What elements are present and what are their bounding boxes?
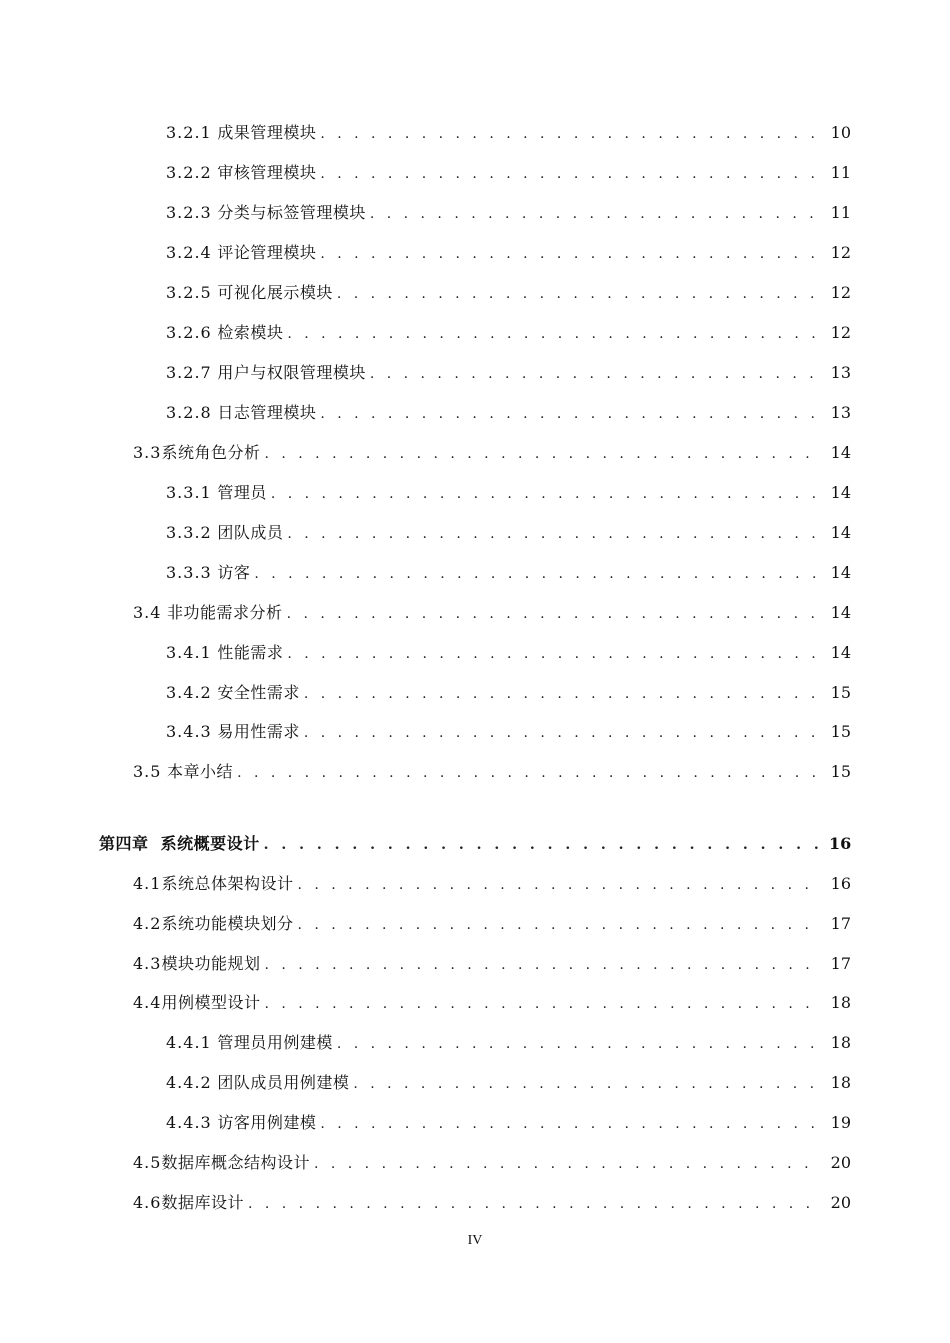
toc-leader-dots [264,994,821,1014]
toc-entry-page: 18 [830,1033,851,1052]
toc-leader-dots [264,444,821,464]
toc-entry-title: 性能需求 [217,643,284,662]
toc-entry-page: 12 [830,283,851,302]
toc-entry-page: 11 [830,203,851,222]
toc-entry-page: 15 [830,762,851,781]
toc-entry-title: 易用性需求 [217,722,300,741]
toc-entry-3-3-2[interactable] [166,523,851,544]
toc-leader-dots [287,644,821,664]
toc-entry-3-2-3[interactable] [166,203,851,224]
toc-entry-title: 访客 [217,563,251,582]
toc-entry-number: 3.4.1 [166,643,212,662]
toc-entry-page: 14 [830,603,851,622]
toc-leader-dots [297,875,821,895]
toc-leader-dots [320,124,821,144]
toc-entry-page: 11 [830,163,851,182]
toc-entry-page: 14 [830,563,851,582]
toc-entry-number: 4.2 [133,914,162,933]
toc-entry-number: 4.4.3 [166,1113,212,1132]
toc-entry-title: 安全性需求 [217,683,300,702]
toc-entry-page: 12 [830,243,851,262]
toc-entry-3-3[interactable] [133,443,851,464]
toc-entry-page: 19 [830,1113,851,1132]
toc-entry-number: 3.4 [133,603,162,622]
toc-entry-title: 系统总体架构设计 [161,874,294,893]
toc-leader-dots [297,915,821,935]
toc-entry-number: 3.5 [133,762,162,781]
toc-entry-number: 3.2.4 [166,243,212,262]
toc-entry-3-2-6[interactable] [166,323,851,344]
toc-leader-dots [271,484,821,504]
toc-entry-3-2-7[interactable] [166,363,851,384]
toc-entry-page: 14 [830,643,851,662]
toc-entry-3-4-3[interactable] [166,722,851,743]
toc-entry-number: 4.1 [133,874,162,893]
toc-entry-number: 3.4.3 [166,722,212,741]
toc-entry-title: 日志管理模块 [217,403,317,422]
toc-entry-3-2-2[interactable] [166,163,851,184]
toc-entry-4-2[interactable] [133,914,851,935]
toc-entry-number: 3.3.1 [166,483,212,502]
toc-entry-page: 15 [830,722,851,741]
toc-entry-title: 模块功能规划 [161,954,261,973]
toc-leader-dots [287,324,821,344]
toc-entry-number: 4.4 [133,993,162,1012]
toc-entry-3-4[interactable] [133,603,851,624]
toc-entry-number: 3.2.2 [166,163,212,182]
toc-entry-title: 团队成员 [217,523,284,542]
toc-leader-dots [337,284,821,304]
toc-entry-number: 3.2.6 [166,323,212,342]
toc-leader-dots [237,763,821,783]
toc-leader-dots [370,364,821,384]
toc-entry-number: 3.2.7 [166,363,212,382]
toc-entry-4-6[interactable] [133,1193,851,1214]
toc-leader-dots [304,684,821,704]
toc-entry-title: 非功能需求分析 [167,603,283,622]
toc-entry-title: 审核管理模块 [217,163,317,182]
toc-entry-title: 分类与标签管理模块 [217,203,366,222]
toc-entry-3-4-2[interactable] [166,683,851,704]
toc-entry-number: 4.4.2 [166,1073,212,1092]
toc-entry-title: 本章小结 [167,762,234,781]
toc-entry-3-2-1[interactable] [166,123,851,144]
toc-entry-title: 数据库设计 [161,1193,244,1212]
toc-entry-page: 15 [830,683,851,702]
toc-entry-3-3-1[interactable] [166,483,851,504]
toc-entry-page: 12 [830,323,851,342]
toc-leader-dots [370,204,821,224]
toc-leader-dots [337,1034,821,1054]
toc-entry-page: 17 [830,954,851,973]
toc-entry-title: 用例模型设计 [161,993,261,1012]
toc-entry-4-4-2[interactable] [166,1073,851,1094]
toc-leader-dots [248,1194,821,1214]
toc-leader-dots [320,244,821,264]
toc-entry-3-2-8[interactable] [166,403,851,424]
toc-entry-title: 管理员 [217,483,267,502]
toc-entry-number: 4.3 [133,954,162,973]
toc-entry-page: 10 [830,123,851,142]
toc-entry-title: 系统角色分析 [161,443,261,462]
toc-entry-number: 4.6 [133,1193,162,1212]
toc-leader-dots [320,164,821,184]
toc-entry-number: 3.2.8 [166,403,212,422]
toc-entry-title: 系统概要设计 [160,834,260,853]
toc-entry-title: 用户与权限管理模块 [217,363,366,382]
toc-entry-page: 18 [830,993,851,1012]
toc-entry-title: 评论管理模块 [217,243,317,262]
toc-entry-4-1[interactable] [133,874,851,895]
toc-entry-number: 4.5 [133,1153,162,1172]
toc-entry-3-2-4[interactable] [166,243,851,264]
toc-entry-page: 18 [830,1073,851,1092]
toc-entry-page: 20 [830,1153,851,1172]
toc-entry-3-2-5[interactable] [166,283,851,304]
toc-entry-number: 3.3 [133,443,162,462]
toc-entry-page: 16 [830,874,851,893]
toc-leader-dots [264,835,821,855]
toc-entry-4-4-1[interactable] [166,1033,851,1054]
toc-entry-title: 系统功能模块划分 [161,914,294,933]
toc-entry-number: 第四章 [99,834,149,853]
toc-entry-title: 成果管理模块 [217,123,317,142]
toc-entry-number: 3.3.2 [166,523,212,542]
toc-entry-3-4-1[interactable] [166,643,851,664]
toc-leader-dots [287,524,821,544]
toc-entry-3-5[interactable] [133,762,851,783]
toc-leader-dots [304,723,821,743]
page-number-footer: IV [467,1233,483,1248]
toc-entry-number: 3.3.3 [166,563,212,582]
toc-entry-page: 17 [830,914,851,933]
toc-leader-dots [254,564,821,584]
toc-entry-number: 3.2.5 [166,283,212,302]
toc-entry-number: 3.2.1 [166,123,212,142]
toc-entry-page: 14 [830,523,851,542]
toc-entry-number: 3.4.2 [166,683,212,702]
toc-leader-dots [353,1074,821,1094]
toc-entry-title: 可视化展示模块 [217,283,333,302]
toc-leader-dots [314,1154,821,1174]
toc-entry-page: 14 [830,443,851,462]
toc-entry-chapter-4[interactable] [99,834,851,855]
toc-entry-title: 团队成员用例建模 [217,1073,350,1092]
toc-entry-number: 3.2.3 [166,203,212,222]
toc-entry-page: 14 [830,483,851,502]
toc-entry-page: 16 [829,834,852,853]
toc-entry-title: 数据库概念结构设计 [161,1153,310,1172]
toc-entry-3-3-3[interactable] [166,563,851,584]
toc-entry-title: 检索模块 [217,323,284,342]
toc-entry-page: 20 [830,1193,851,1212]
toc-entry-4-3[interactable] [133,954,851,975]
toc-entry-page: 13 [830,403,851,422]
toc-entry-4-4[interactable] [133,993,851,1014]
toc-entry-number: 4.4.1 [166,1033,212,1052]
toc-leader-dots [320,404,821,424]
toc-leader-dots [287,604,821,624]
toc-leader-dots [320,1114,821,1134]
toc-entry-title: 访客用例建模 [217,1113,317,1132]
toc-entry-4-4-3[interactable] [166,1113,851,1134]
toc-entry-title: 管理员用例建模 [217,1033,333,1052]
toc-entry-4-5[interactable] [133,1153,851,1174]
toc-leader-dots [264,955,821,975]
toc-entry-page: 13 [830,363,851,382]
